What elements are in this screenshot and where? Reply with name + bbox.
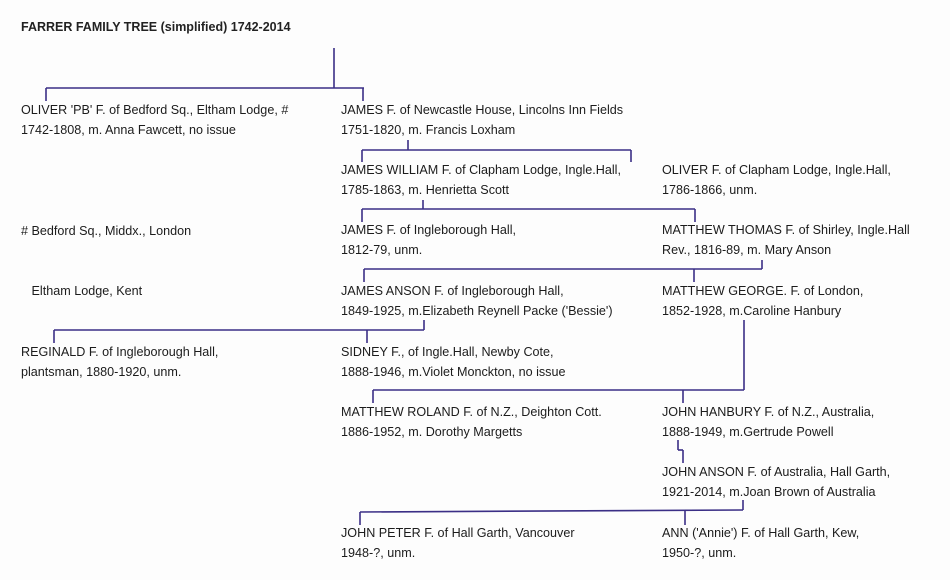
person-name-line: JAMES F. of Newcastle House, Lincolns Inn Fields — [341, 103, 624, 117]
person-james-william — [341, 160, 621, 200]
person-name-line: JAMES F. of Ingleborough Hall, — [341, 223, 517, 237]
person-dates-line: 1786-1866, unm. — [662, 183, 758, 197]
person-oliver-1786 — [662, 160, 891, 200]
person-name-line: JAMES ANSON F. of Ingleborough Hall, — [341, 284, 564, 298]
person-matthew-thomas — [662, 220, 910, 260]
person-dates-line: 1948-?, unm. — [341, 546, 416, 560]
person-name-line: MATTHEW GEORGE. F. of London, — [662, 284, 864, 298]
person-dates-line: 1751-1820, m. Francis Loxham — [341, 123, 516, 137]
person-name-line: MATTHEW ROLAND F. of N.Z., Deighton Cott. — [341, 405, 602, 419]
person-name-line: OLIVER 'PB' F. of Bedford Sq., Eltham Lodge, # — [21, 103, 289, 117]
person-name-line: JOHN PETER F. of Hall Garth, Vancouver — [341, 526, 575, 540]
person-dates-line: plantsman, 1880-1920, unm. — [21, 365, 182, 379]
person-dates-line: 1812-79, unm. — [341, 243, 423, 257]
person-dates-line: 1886-1952, m. Dorothy Margetts — [341, 425, 523, 439]
page-title: FARRER FAMILY TREE (simplified) 1742-2014 — [21, 20, 291, 34]
person-name-line: MATTHEW THOMAS F. of Shirley, Ingle.Hall — [662, 223, 910, 237]
person-oliver-pb — [21, 100, 288, 140]
person-james-anson — [341, 281, 613, 321]
person-name-line: REGINALD F. of Ingleborough Hall, — [21, 345, 219, 359]
person-james-1812 — [341, 220, 516, 260]
person-dates-line: 1921-2014, m.Joan Brown of Australia — [662, 485, 876, 499]
footnote-addresses — [21, 181, 191, 321]
person-name-line: OLIVER F. of Clapham Lodge, Ingle.Hall, — [662, 163, 891, 177]
person-dates-line: 1785-1863, m. Henrietta Scott — [341, 183, 510, 197]
person-name-line: JOHN ANSON F. of Australia, Hall Garth, — [662, 465, 891, 479]
person-dates-line: 1742-1808, m. Anna Fawcett, no issue — [21, 123, 236, 137]
person-name-line: SIDNEY F., of Ingle.Hall, Newby Cote, — [341, 345, 554, 359]
person-dates-line: Rev., 1816-89, m. Mary Anson — [662, 243, 832, 257]
person-john-hanbury — [662, 402, 874, 442]
person-reginald — [21, 342, 218, 382]
person-john-anson — [662, 462, 890, 502]
footnote-line: # Bedford Sq., Middx., London — [21, 224, 192, 238]
person-dates-line: 1852-1928, m.Caroline Hanbury — [662, 304, 842, 318]
person-dates-line: 1950-?, unm. — [662, 546, 737, 560]
footnote-line: Eltham Lodge, Kent — [21, 284, 143, 298]
person-dates-line: 1849-1925, m.Elizabeth Reynell Packe ('Bessie') — [341, 304, 613, 318]
person-name-line: JAMES WILLIAM F. of Clapham Lodge, Ingle.Hall, — [341, 163, 621, 177]
person-name-line: JOHN HANBURY F. of N.Z., Australia, — [662, 405, 875, 419]
person-dates-line: 1888-1946, m.Violet Monckton, no issue — [341, 365, 566, 379]
person-matthew-roland — [341, 402, 602, 442]
person-ann — [662, 523, 859, 563]
person-name-line: ANN ('Annie') F. of Hall Garth, Kew, — [662, 526, 860, 540]
person-sidney — [341, 342, 566, 382]
person-john-peter — [341, 523, 575, 563]
person-matthew-george — [662, 281, 863, 321]
person-james-1751 — [341, 100, 623, 140]
person-dates-line: 1888-1949, m.Gertrude Powell — [662, 425, 834, 439]
